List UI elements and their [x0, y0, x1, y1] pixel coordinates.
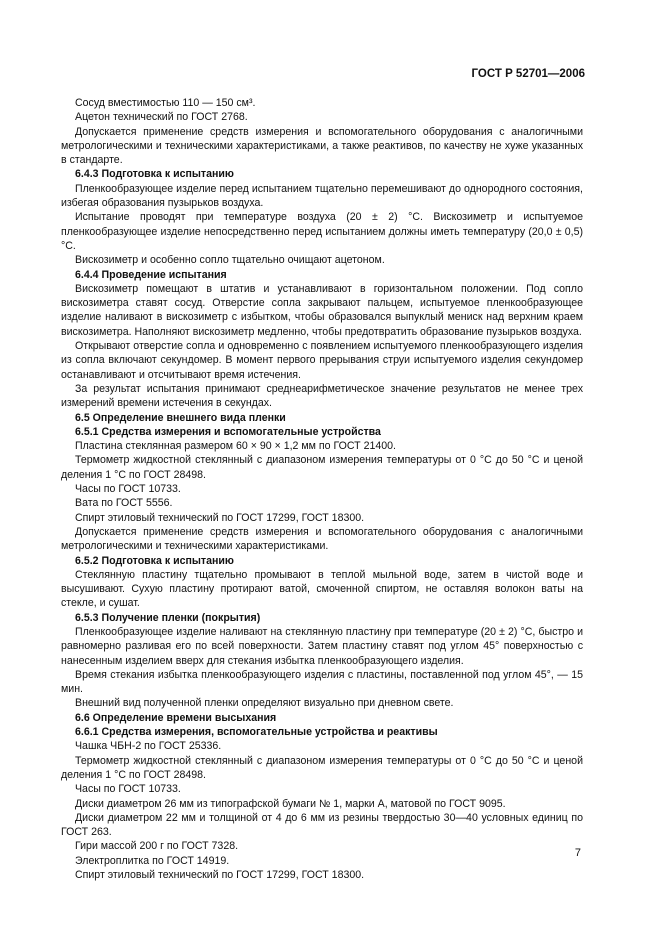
document-body — [61, 96, 583, 882]
section-heading: 6.5.2 Подготовка к испытанию — [75, 554, 234, 567]
section-heading: 6.6.1 Средства измерения, вспомогательные устройства и реактивы — [75, 726, 438, 739]
paragraph: Вискозиметр помещают в штатив и устанавливают в горизонтальном положении. Под сопло вискозиметра ставят сосуд. Отверстие сопла закрывают пальцем, испытуемое пленкообразующее изделие наливают в вискозиметр с избытком, чтобы образовался выпуклый мениск над верхним краем вискозиметра. Наполняют вискозиметр медленно, чтобы предотвратить образование пузырьков воздуха. — [61, 282, 583, 338]
paragraph: Испытание проводят при температуре воздуха (20 ± 2) °С. Вискозиметр и испытуемое пленкообразующее изделие непосредственно перед испытанием должны иметь температуру (20,0 ± 0,5) °С. — [61, 211, 583, 252]
paragraph: Вата по ГОСТ 5556. — [75, 497, 173, 510]
paragraph: Время стекания избытка пленкообразующего изделия с пластины, поставленной под углом 45°, — 15 мин. — [61, 668, 583, 696]
paragraph: Диски диаметром 22 мм и толщиной от 4 до 6 мм из резины твердостью 30—40 условных единиц по ГОСТ 263. — [61, 811, 583, 839]
page-number: 7 — [574, 847, 581, 859]
section-heading: 6.4.3 Подготовка к испытанию — [75, 168, 234, 181]
paragraph: Термометр жидкостной стеклянный с диапазоном измерения температуры от 0 °С до 50 °С и ценой деления 1 °С по ГОСТ 28498. — [61, 754, 583, 781]
paragraph: Пленкообразующее изделие наливают на стеклянную пластину при температуре (20 ± 2) °С, быстро и равномерно разливая его по всей поверхности. Затем пластину ставят под углом 45° поверхностью с нанесенным изделием вверх для стекания избытка пленкообразующего изделия. — [61, 625, 583, 667]
paragraph: Гири массой 200 г по ГОСТ 7328. — [75, 840, 239, 853]
paragraph: Внешний вид полученной пленки определяют визуально при дневном свете. — [75, 697, 454, 710]
paragraph: Допускается применение средств измерения и вспомогательного оборудования с аналогичными метрологическими и техническими характеристиками. — [61, 525, 583, 553]
paragraph: Спирт этиловый технический по ГОСТ 17299, ГОСТ 18300. — [75, 869, 365, 882]
paragraph: Термометр жидкостной стеклянный с диапазоном измерения температуры от 0 °С до 50 °С и ценой деления 1 °С по ГОСТ 28498. — [61, 454, 583, 481]
document-header: ГОСТ Р 52701—2006 — [471, 68, 585, 80]
paragraph: Электроплитка по ГОСТ 14919. — [75, 854, 230, 867]
paragraph: Пластина стеклянная размером 60 × 90 × 1,2 мм по ГОСТ 21400. — [75, 440, 396, 453]
paragraph: Пленкообразующее изделие перед испытанием тщательно перемешивают до однородного состояния, избегая образования пузырьков воздуха. — [61, 182, 583, 210]
paragraph: Открывают отверстие сопла и одновременно с появлением испытуемого пленкообразующего изделия из сопла включают секундомер. В момент первого прерывания струи испытуемого изделия секундомер останавливают и отсчитывают время истечения. — [61, 340, 583, 381]
section-heading: 6.6 Определение времени высыхания — [75, 711, 277, 724]
paragraph: Ацетон технический по ГОСТ 2768. — [75, 111, 248, 124]
paragraph: Вискозиметр и особенно сопло тщательно очищают ацетоном. — [75, 254, 385, 267]
paragraph: Диски диаметром 26 мм из типографской бумаги № 1, марки А, матовой по ГОСТ 9095. — [75, 797, 506, 810]
paragraph: Чашка ЧБН-2 по ГОСТ 25336. — [75, 740, 222, 753]
section-heading: 6.5.3 Получение пленки (покрытия) — [75, 611, 261, 624]
paragraph: Стеклянную пластину тщательно промывают в теплой мыльной воде, затем в чистой воде и высушивают. Сухую пластину протирают ватой, смоченной спиртом, не оставляя волокон ваты на стекле, и сушат. — [61, 568, 583, 610]
paragraph: За результат испытания принимают среднеарифметическое значение результатов не менее трех измерений времени истечения в секундах. — [61, 382, 583, 410]
paragraph: Сосуд вместимостью 110 — 150 см³. — [75, 97, 256, 109]
section-heading: 6.5 Определение внешнего вида пленки — [75, 411, 286, 424]
paragraph: Часы по ГОСТ 10733. — [75, 483, 181, 496]
section-heading: 6.4.4 Проведение испытания — [75, 268, 227, 281]
paragraph: Спирт этиловый технический по ГОСТ 17299, ГОСТ 18300. — [75, 511, 365, 524]
section-heading: 6.5.1 Средства измерения и вспомогательные устройства — [75, 425, 381, 438]
paragraph: Часы по ГОСТ 10733. — [75, 783, 181, 796]
paragraph: Допускается применение средств измерения и вспомогательного оборудования с аналогичными метрологическими и техническими характеристиками, а также реактивов, по качеству не хуже указанных в стандарте. — [61, 125, 583, 167]
